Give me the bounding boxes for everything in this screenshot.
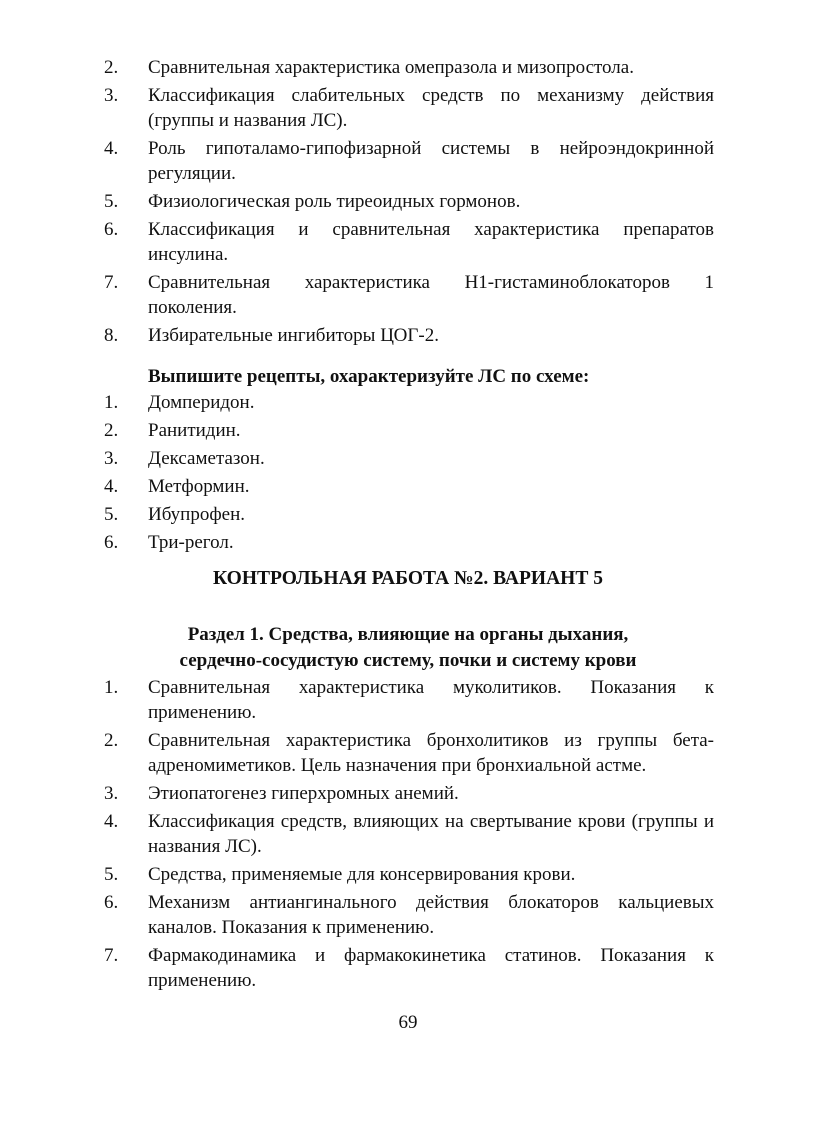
item-number: 4. (104, 811, 119, 832)
list-item (0, 323, 714, 348)
list-item (0, 781, 714, 806)
page-number: 69 (398, 1012, 418, 1033)
recipes-heading: Выпишите рецепты, охарактеризуйте ЛС по схеме: (148, 366, 590, 387)
item-text: Физиологическая роль тиреоидных гормонов. (148, 191, 521, 212)
item-number: 5. (104, 864, 119, 885)
item-text: Ибупрофен. (148, 504, 245, 525)
list-item (0, 474, 714, 499)
list-item (0, 862, 714, 887)
list-item (0, 446, 714, 471)
item-number: 6. (104, 892, 119, 913)
list-item (0, 809, 714, 859)
item-number: 3. (104, 783, 119, 804)
list-item (0, 530, 714, 555)
item-number: 3. (104, 448, 119, 469)
list-item (0, 675, 714, 725)
item-number: 7. (104, 945, 119, 966)
item-text: Механизм антиангинального действия блокаторов кальциевых каналов. Показания к применению. (148, 892, 714, 938)
item-text: Домперидон. (148, 392, 255, 413)
item-number: 4. (104, 476, 119, 497)
questions-list-continued (0, 55, 816, 351)
item-number: 3. (104, 85, 119, 106)
item-number: 1. (104, 677, 119, 698)
item-number: 2. (104, 730, 119, 751)
item-text: Средства, применяемые для консервирования крови. (148, 864, 576, 885)
item-number: 2. (104, 57, 119, 78)
list-item (0, 189, 714, 214)
list-item (0, 136, 714, 186)
item-text: Сравнительная характеристика омепразола и мизопростола. (148, 57, 634, 78)
item-number: 6. (104, 532, 119, 553)
item-text: Классификация средств, влияющих на свертывание крови (группы и названия ЛС). (148, 811, 714, 857)
item-text: Классификация и сравнительная характеристика препаратов инсулина. (148, 219, 714, 265)
list-item (0, 390, 714, 415)
page-title: КОНТРОЛЬНАЯ РАБОТА №2. ВАРИАНТ 5 (213, 568, 603, 589)
item-text: Ранитидин. (148, 420, 241, 441)
item-number: 4. (104, 138, 119, 159)
item-number: 6. (104, 219, 119, 240)
item-number: 7. (104, 272, 119, 293)
list-item (0, 55, 714, 80)
list-item (0, 502, 714, 527)
list-item (0, 418, 714, 443)
list-item (0, 270, 714, 320)
item-number: 1. (104, 392, 119, 413)
item-text: Роль гипоталамо-гипофизарной системы в нейроэндокринной регуляции. (148, 138, 714, 184)
item-text: Три-регол. (148, 532, 234, 553)
item-text: Метформин. (148, 476, 250, 497)
item-number: 2. (104, 420, 119, 441)
item-number: 8. (104, 325, 119, 346)
item-text: Сравнительная характеристика Н1-гистаминоблокаторов 1 поколения. (148, 272, 714, 318)
list-item (0, 890, 714, 940)
section-heading-line-1: Раздел 1. Средства, влияющие на органы дыхания, (187, 624, 629, 645)
list-item (0, 728, 714, 778)
item-text: Дексаметазон. (148, 448, 265, 469)
list-item (0, 943, 714, 993)
item-text: Классификация слабительных средств по механизму действия (группы и названия ЛС). (148, 85, 714, 131)
list-item (0, 83, 714, 133)
item-text: Фармакодинамика и фармакокинетика статинов. Показания к применению. (148, 945, 714, 991)
item-text: Этиопатогенез гиперхромных анемий. (148, 783, 459, 804)
section-heading-line-2: сердечно-сосудистую систему, почки и систему крови (179, 650, 637, 671)
section-questions-list (0, 675, 816, 996)
list-item (0, 217, 714, 267)
item-number: 5. (104, 191, 119, 212)
item-number: 5. (104, 504, 119, 525)
item-text: Избирательные ингибиторы ЦОГ-2. (148, 325, 439, 346)
item-text: Сравнительная характеристика бронхолитиков из группы бета-адреномиметиков. Цель назначения при бронхиальной астме. (148, 730, 714, 776)
recipes-list (0, 390, 816, 558)
item-text: Сравнительная характеристика муколитиков. Показания к применению. (148, 677, 714, 723)
